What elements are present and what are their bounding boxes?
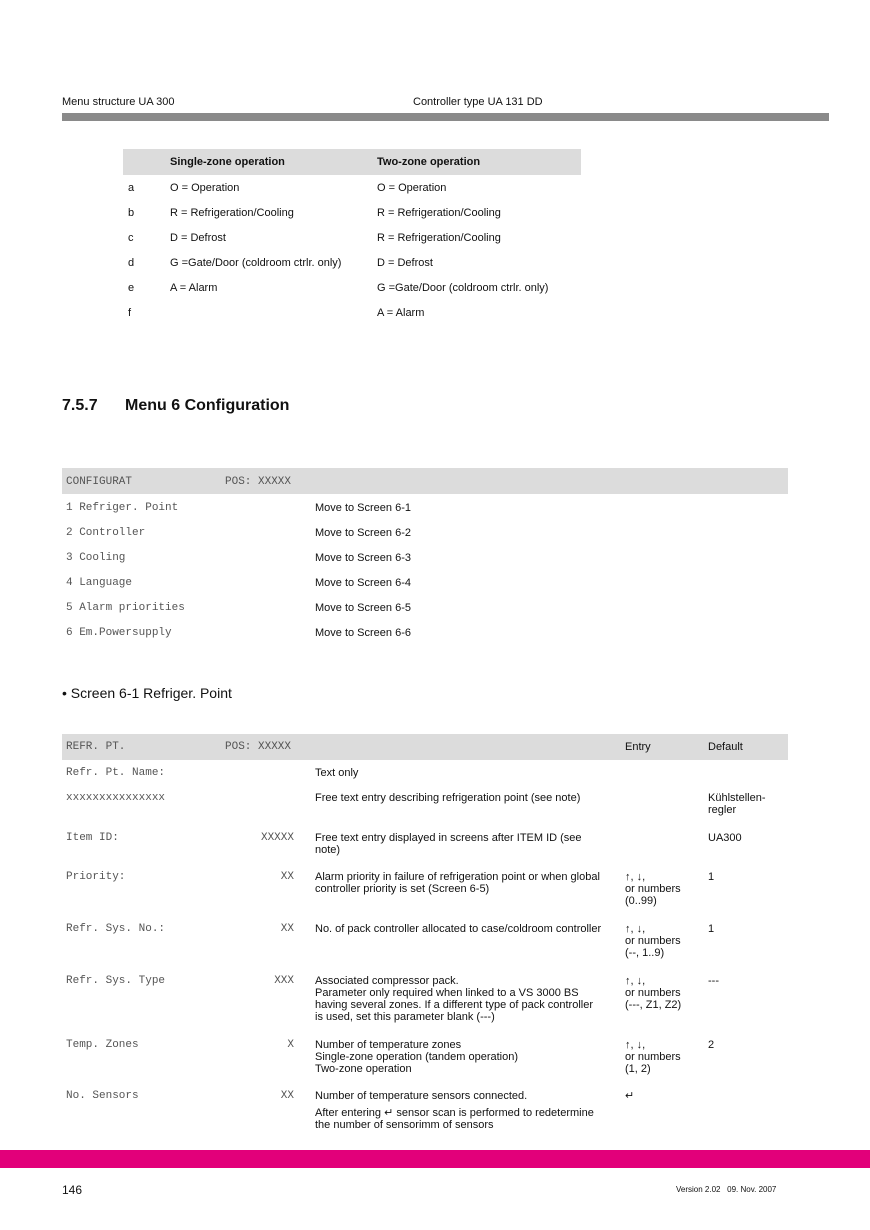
table-row: 2 Controller Move to Screen 6-2 [66, 527, 411, 539]
table-row: 4 Language Move to Screen 6-4 [66, 577, 411, 589]
version-info: Version 2.02 09. Nov. 2007 [676, 1185, 777, 1194]
config-head-left: CONFIGURAT [66, 476, 133, 488]
table-row: 6 Em.Powersupply Move to Screen 6-6 [66, 627, 411, 639]
config-table-header [62, 468, 788, 494]
table-row: d G =Gate/Door (coldroom ctrlr. only) D = Defrost [128, 257, 433, 269]
zone-col-two: Two-zone operation [377, 156, 481, 168]
section-heading: Menu 6 Configuration [125, 397, 290, 414]
header-left: Menu structure UA 300 [62, 96, 175, 108]
table-row: f A = Alarm [128, 307, 425, 319]
footer-bar [0, 1150, 870, 1168]
table-row: e A = Alarm G =Gate/Door (coldroom ctrlr. only) [128, 282, 549, 294]
refr-head-pos: POS: XXXXX [225, 741, 292, 753]
header-center: Controller type UA 131 DD [413, 96, 543, 108]
table-row: a O = Operation O = Operation [128, 182, 447, 194]
config-head-pos: POS: XXXXX [225, 476, 292, 488]
table-row: b R = Refrigeration/Cooling R = Refrigeration/Cooling [128, 207, 501, 219]
header-rule [62, 113, 829, 121]
zone-table-header [123, 149, 581, 175]
table-row: 1 Refriger. Point Move to Screen 6-1 [66, 502, 411, 514]
table-row: 3 Cooling Move to Screen 6-3 [66, 552, 411, 564]
refr-head-left: REFR. PT. [66, 741, 126, 753]
refr-head-default: Default [708, 741, 743, 753]
screen-heading: • Screen 6-1 Refriger. Point [62, 685, 232, 701]
table-row: c D = Defrost R = Refrigeration/Cooling [128, 232, 501, 244]
table-row: 5 Alarm priorities Move to Screen 6-5 [66, 602, 411, 614]
refr-head-entry: Entry [625, 741, 651, 753]
refr-table-header [62, 734, 788, 760]
bullet-icon: • [62, 685, 67, 701]
zone-col-single: Single-zone operation [170, 156, 285, 168]
section-number: 7.5.7 [62, 397, 98, 414]
page-number: 146 [62, 1183, 83, 1197]
